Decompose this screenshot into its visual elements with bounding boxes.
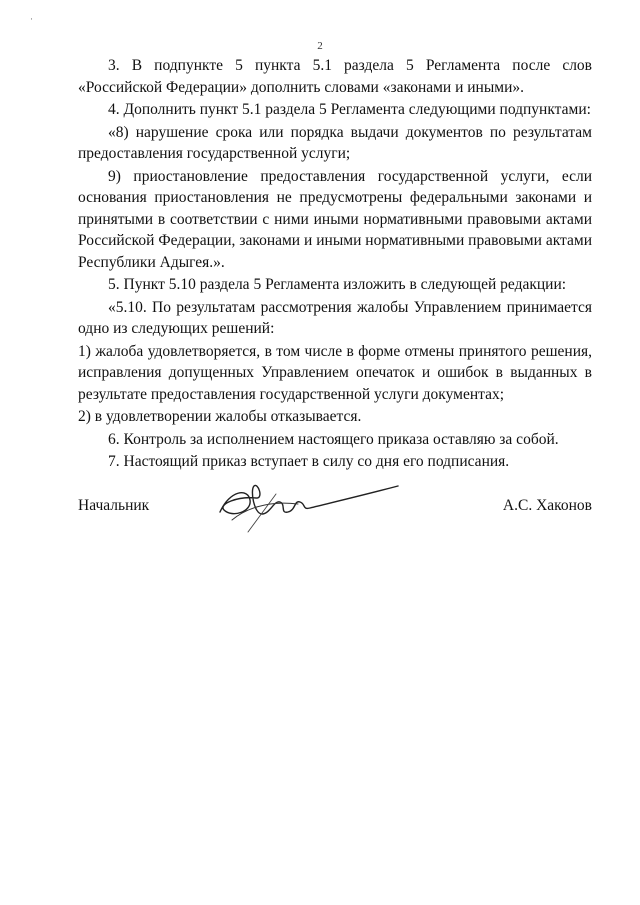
decision-2: 2) в удовлетворении жалобы отказывается. bbox=[78, 408, 362, 425]
paragraph-3: 3. В подпункте 5 пункта 5.1 раздела 5 Регламента после слов «Российской Федерации» дополнить словами «законами и иными». bbox=[78, 57, 592, 96]
signer-title: Начальник bbox=[78, 497, 150, 514]
scan-mark: · bbox=[30, 14, 33, 24]
subitem-8: «8) нарушение срока или порядка выдачи документов по результатам предоставления государственной услуги; bbox=[78, 123, 592, 162]
subitem-9: 9) приостановление предоставления государственной услуги, если основания приостановления не предусмотрены федеральными законами и принятыми в соответствии с ними иными нормативными правовыми актами Российской Федерации, законами и иными нормативными правовыми актами Республики Адыгея.». bbox=[78, 167, 592, 271]
decision-1: 1) жалоба удовлетворяется, в том числе в форме отмены принятого решения, исправления допущенных Управлением опечаток и ошибок в выданных в результате предоставления государственной услуги документах; bbox=[78, 342, 592, 403]
paragraph-6: 6. Контроль за исполнением настоящего приказа оставляю за собой. bbox=[108, 430, 559, 448]
document-body bbox=[78, 55, 592, 474]
signer-name: А.С. Хаконов bbox=[502, 497, 592, 514]
handwritten-signature bbox=[210, 470, 410, 540]
paragraph-5-10: «5.10. По результатам рассмотрения жалобы Управлением принимается одно из следующих решений: bbox=[78, 298, 592, 337]
paragraph-4: 4. Дополнить пункт 5.1 раздела 5 Регламента следующими подпунктами: bbox=[108, 101, 591, 118]
page-number: 2 bbox=[317, 40, 323, 52]
paragraph-7: 7. Настоящий приказ вступает в силу со дня его подписания. bbox=[108, 453, 510, 470]
paragraph-5: 5. Пункт 5.10 раздела 5 Регламента изложить в следующей редакции: bbox=[108, 276, 567, 293]
